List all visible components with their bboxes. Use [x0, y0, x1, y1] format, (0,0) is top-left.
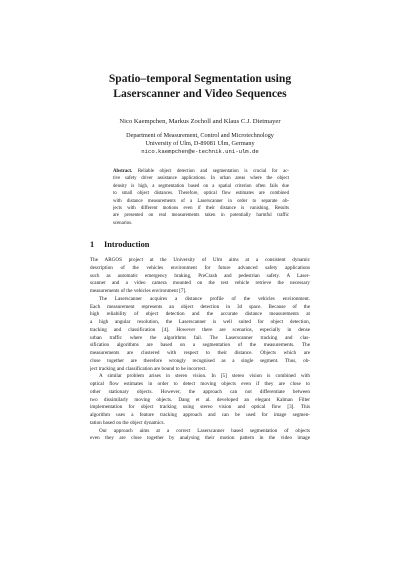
section-number: 1 — [90, 240, 95, 249]
affiliation — [40, 132, 360, 155]
body-line: even they are close together by analysing their motion pattern in the video image — [90, 435, 310, 442]
body-line: such as automatic emergency braking, PreCrash and pedestrian safety. A Laser- — [90, 272, 310, 279]
body-line: Each measurement represents an object detection in 3d space. Because of the — [90, 303, 310, 310]
abstract — [113, 168, 289, 227]
body-line: close together are therefore wrongly recognised as a single segment. Thus, ob- — [90, 357, 310, 364]
body-line: a high angular resolution, the Laserscanner is well suited for object detection, — [90, 319, 310, 325]
body-line: description of the vehicles environment for future advanced safety applications — [90, 264, 310, 271]
body-line: implementation for object tracking using stereo vision and optical flow [3]. This — [90, 404, 310, 411]
paper-title — [60, 71, 340, 101]
abstract-line: scenarios. — [113, 220, 133, 226]
body-line: tracking and classification [4]. However there are scenarios, especially in dense — [90, 326, 310, 333]
body-line: tation based on the object dynamics. — [90, 419, 165, 426]
body-line: A similar problem arises in stereo vision. In [5] stereo vision is combined with — [99, 373, 310, 380]
body-line: high reliability of object detection and the accurate distance measurements at — [90, 311, 310, 318]
abstract-label: Abstract. — [113, 169, 133, 174]
affiliation-line: Department of Measurement, Control and Microtechnology — [126, 132, 274, 139]
abstract-line — [113, 168, 289, 175]
abstract-line: are presented on real measurements taken in potentially harmful traffic — [113, 213, 289, 219]
section-heading — [90, 240, 149, 249]
body-line: measurements of the vehicles environment [7]. — [90, 288, 187, 294]
author-email: nico.kaempchen@e-technik.uni-ulm.de — [141, 147, 259, 155]
abstract-line: density is high, a segmentation based on a spatial criterion often fails due — [113, 183, 289, 189]
title-line: Laserscanner and Video Sequences — [113, 87, 287, 100]
abstract-line: jects with different motions even if their distance is vanishing. Results — [113, 205, 289, 211]
body-line: The ARGOS project at the University of Ulm aims at a consistent dynamic — [90, 257, 310, 263]
body-line: sification algorithms are based on a segmentation of the measurements. The — [90, 342, 310, 349]
body-text — [90, 257, 310, 443]
abstract-text: Reliable object detection and segmentation is crucial for ac- — [132, 169, 289, 174]
abstract-line: with distance measurements of a Laserscanner in order to separate ob- — [113, 198, 289, 204]
author-list: Nico Kaempchen, Markus Zocholl and Klaus C.J. Dietmayer — [119, 118, 281, 125]
body-line: measurements are clustered with respect to their distance. Objects which are — [90, 350, 310, 356]
body-line: two dissimilarly moving objects. Dang et al. developed an elegant Kalman Filter — [90, 396, 310, 403]
body-line: other stationary objects. However, the approach can not differentiate between — [90, 388, 310, 395]
body-line: urban traffic where the algorithms fail. The Laserscanner tracking and clas- — [90, 334, 310, 341]
body-line: scanner and a video camera mounted on the test vehicle retrieve the necessary — [90, 280, 310, 287]
affiliation-line: University of Ulm, D-89081 Ulm, Germany — [145, 139, 255, 147]
title-line: Spatio–temporal Segmentation using — [108, 72, 292, 85]
abstract-line: tive safety driver assistance applications. In urban areas where the object — [113, 176, 289, 182]
body-line: The Laserscanner acquires a distance profile of the vehicles environment. — [99, 295, 310, 302]
abstract-line: to small object distances. Therefore, optical flow estimates are combined — [113, 191, 289, 197]
section-title: Introduction — [104, 240, 150, 249]
body-line: optical flow estimates in order to detect moving objects even if they are close to — [90, 381, 310, 387]
body-line: Our approach aims at a correct Laserscanner based segmentation of objects — [99, 427, 310, 434]
body-line: algorithm uses a feature tracking approach and can be used for image segmen- — [90, 412, 310, 418]
body-line: ject tracking and classification are bound to be incorrect. — [90, 365, 207, 372]
